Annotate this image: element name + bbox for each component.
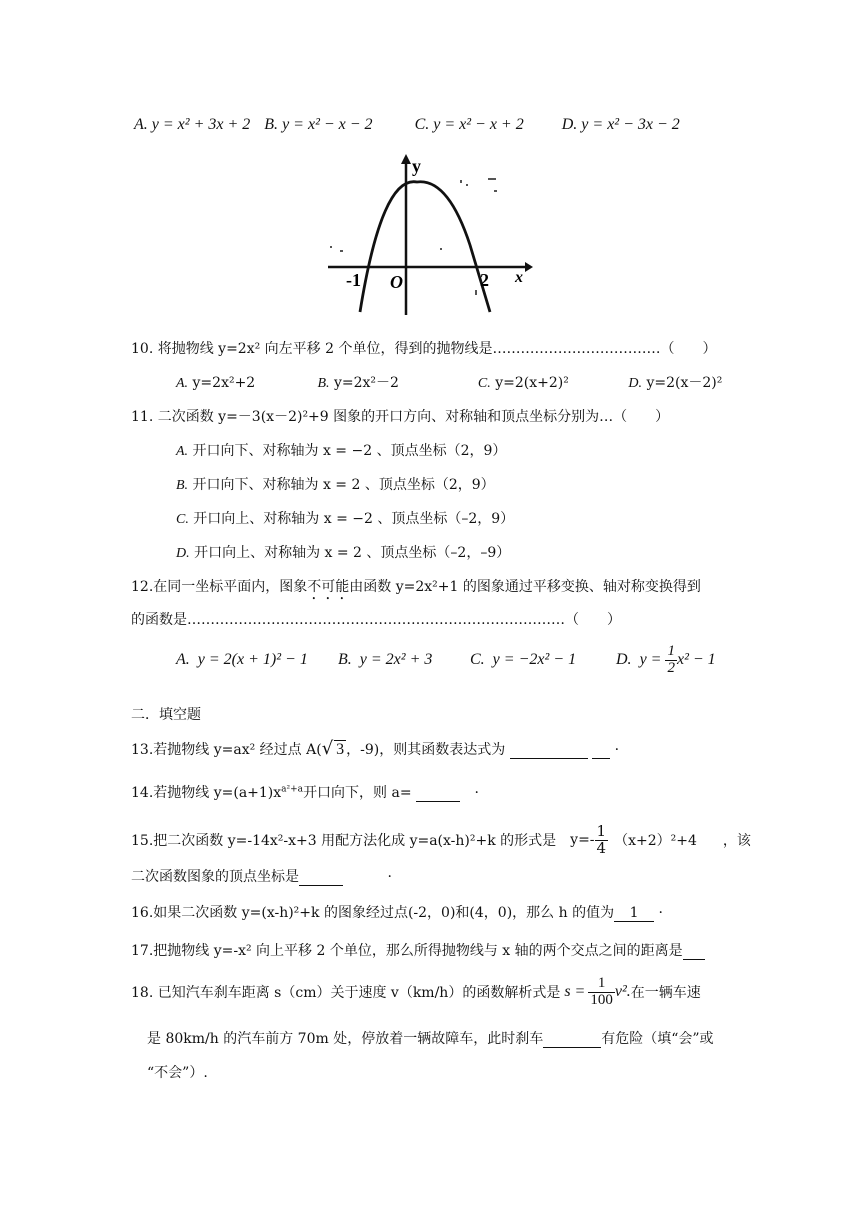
tick-label-origin: O [390, 272, 403, 292]
q15-end-dot: · [387, 869, 392, 885]
q10-option-d-text: y=2(x－2)² [646, 375, 723, 391]
q14-exponent: a²+a [281, 784, 304, 795]
q15-fraction-denominator: 4 [596, 838, 607, 857]
q10-dots: ……………………………… [492, 341, 661, 357]
q16-text-a: 16.如果二次函数 y=(x-h)²+k 的图象经过点(-2，0)和(4，0)，那么 h 的值为 [131, 905, 615, 921]
q9-options-row [134, 116, 680, 134]
q15-answer-fraction [595, 821, 609, 857]
sqrt-sign-icon: √ [321, 738, 334, 759]
q14-answer-blank[interactable] [416, 785, 460, 802]
q9-option-b-label: B. [264, 116, 279, 133]
q10-options [176, 372, 722, 392]
q9-option-b-text: y = x² − x − 2 [282, 116, 373, 133]
q15-answer-prefix: y=- [570, 832, 595, 848]
q12-stem-part2: 由函数 y=2x²+1 的图象通过平移变换、轴对称变换得到 [349, 579, 701, 595]
q15-line1 [131, 820, 751, 860]
parabola-graph [320, 150, 535, 320]
q11-option-d-label: D. [176, 546, 190, 561]
q13-text-b: ，-9)，则其函数表达式为 [346, 742, 506, 758]
q10-option-d-label: D. [628, 376, 642, 391]
q14-text-b: 开口向下，则 a= [303, 785, 412, 801]
q18-line2 [147, 1028, 714, 1048]
q18-line1 [131, 972, 701, 1012]
q18-text-b: 在一辆车速 [630, 985, 701, 1001]
x-axis-arrow [525, 262, 533, 272]
q12-stem-line1 [131, 576, 701, 603]
q10-option-c-label: C. [477, 376, 491, 391]
q11-option-a-text: 开口向下、对称轴为 x = −2 、顶点坐标（2，9） [192, 443, 507, 459]
q18-answer-blank[interactable] [543, 1031, 601, 1048]
y-axis-arrow [401, 154, 411, 164]
q10-stem-text: 将抛物线 y=2x² 向左平移 2 个单位，得到的抛物线是 [157, 341, 493, 357]
q13-sqrt-value: 3 [336, 741, 345, 758]
q12-stem-line2 [131, 609, 621, 629]
q10-number: 10. [131, 341, 154, 357]
q11-number: 11. [131, 409, 154, 425]
q11-option-c-text: 开口向上、对称轴为 x = −2 、顶点坐标（–2，9） [193, 511, 515, 527]
q10-option-b-label: B. [317, 376, 330, 391]
q18-line2-text-a: 是 80km/h 的汽车前方 70m 处，停放着一辆故障车，此时刹车 [147, 1031, 544, 1047]
q17 [131, 940, 705, 960]
q10-option-b-text: y=2x²－2 [333, 375, 399, 391]
q10-option-a-text: y=2x²+2 [192, 375, 256, 391]
y-axis-label: y [412, 156, 421, 176]
q15-text-a: 15.把二次函数 y=-14x²-x+3 用配方法化成 y=a(x-h)²+k 的形式是 [131, 833, 557, 849]
q18-line2-text-b: 有危险（填“会”或 [601, 1031, 714, 1047]
x-axis-label: x [515, 269, 523, 286]
q10-option-c-text: y=2(x+2)² [495, 375, 569, 391]
q9-option-d-text: y = x² − 3x − 2 [581, 116, 680, 133]
q9-option-c-label: C. [414, 116, 430, 133]
q12-option-c-label: C. [470, 651, 485, 668]
q12-option-b-label: B. [338, 651, 352, 668]
q13-answer-blank[interactable] [510, 742, 588, 759]
q11-option-a [176, 440, 506, 460]
q12-option-d-label: D. [616, 650, 632, 668]
q9-option-a-label: A. [134, 116, 148, 133]
q12-option-d-numerator: 1 [667, 642, 675, 659]
section-title-fill-blank: 二．填空题 [131, 707, 201, 723]
q15-answer-blank[interactable] [299, 869, 343, 886]
q13-text-a: 13.若抛物线 y=ax² 经过点 A( [131, 742, 322, 758]
q13 [131, 738, 619, 759]
q18-text-a: 18. 已知汽车刹车距离 s（cm）关于速度 v（km/h）的函数解析式是 [131, 985, 561, 1001]
q11-option-c [176, 508, 514, 528]
q14-text-a: 14.若抛物线 y=(a+1)x [131, 785, 282, 801]
q12-option-c-text: y = −2x² − 1 [492, 651, 577, 668]
tick-label-neg1: -1 [346, 270, 361, 290]
q14 [131, 782, 479, 802]
q13-end-dot: · [614, 742, 620, 758]
q15-line2-text: 二次函数图象的顶点坐标是 [131, 869, 299, 885]
q12-stem-line2-text: 的函数是………………………………………………………………………（ ） [131, 612, 621, 628]
q17-text: 17.把抛物线 y=-x² 向上平移 2 个单位，那么所得抛物线与 x 轴的两个交点之间的距离是 [131, 943, 683, 959]
q11-option-b [176, 474, 495, 494]
q11-stem-text: 二次函数 y=－3(x－2)²+9 图象的开口方向、对称轴和顶点坐标分别为…（ ） [157, 409, 670, 425]
q18-formula-fraction [588, 976, 615, 1009]
q18-formula-suffix: v². [614, 983, 631, 1000]
q11-option-d [176, 542, 510, 562]
q12-option-d-fraction [665, 644, 677, 677]
q15-text-b: ，该 [722, 833, 751, 849]
q11-option-d-text: 开口向上、对称轴为 x = 2 、顶点坐标（–2，–9） [194, 545, 511, 561]
q12-option-a-label: A. [176, 651, 190, 668]
q12-options [176, 640, 716, 680]
q18-formula-prefix: s = [564, 983, 586, 1000]
q16 [131, 902, 663, 922]
q15-answer-suffix: （x+2）²+4 [614, 833, 697, 849]
q18-line3 [147, 1062, 208, 1082]
parabola-curve [360, 182, 490, 312]
q10-stem [131, 338, 716, 358]
q12-option-d-prefix: y = [639, 650, 662, 668]
q9-option-c-text: y = x² − x + 2 [433, 116, 524, 133]
q11-option-b-text: 开口向下、对称轴为 x = 2 、顶点坐标（2，9） [192, 477, 495, 493]
q12-option-b-text: y = 2x² + 3 [359, 651, 433, 668]
q16-end-dot: · [658, 905, 663, 921]
q18-line3-text: “不会”）. [147, 1065, 208, 1081]
q17-answer-blank[interactable] [683, 943, 705, 960]
q11-option-a-label: A. [176, 444, 189, 459]
tick-label-2: 2 [480, 270, 489, 290]
q12-stem-part1: 12.在同一坐标平面内，图象 [131, 579, 308, 595]
q14-end-dot: · [474, 785, 479, 801]
q10-option-a-label: A. [176, 376, 189, 391]
q18-fraction-numerator: 1 [588, 976, 615, 993]
q15-line2 [131, 866, 392, 886]
q11-option-b-label: B. [176, 478, 189, 493]
q11-stem [131, 406, 669, 426]
q10-answer-paren: （ ） [660, 341, 717, 357]
q12-option-d-suffix: x² − 1 [676, 650, 716, 668]
q12-option-a-text: y = 2(x + 1)² − 1 [197, 651, 308, 668]
q13-answer-blank-tail[interactable] [592, 742, 610, 759]
q12-option-d-denominator: 2 [667, 659, 675, 676]
q15-fraction-numerator: 1 [596, 821, 607, 840]
q12-emphasis: 不可能 [307, 579, 350, 595]
q9-option-a-text: y = x² + 3x + 2 [151, 116, 251, 133]
q18-fraction-denominator: 100 [590, 991, 613, 1008]
q11-option-c-label: C. [176, 512, 189, 527]
q16-answer[interactable]: 1 [614, 905, 654, 922]
q9-option-d-label: D. [561, 116, 578, 133]
